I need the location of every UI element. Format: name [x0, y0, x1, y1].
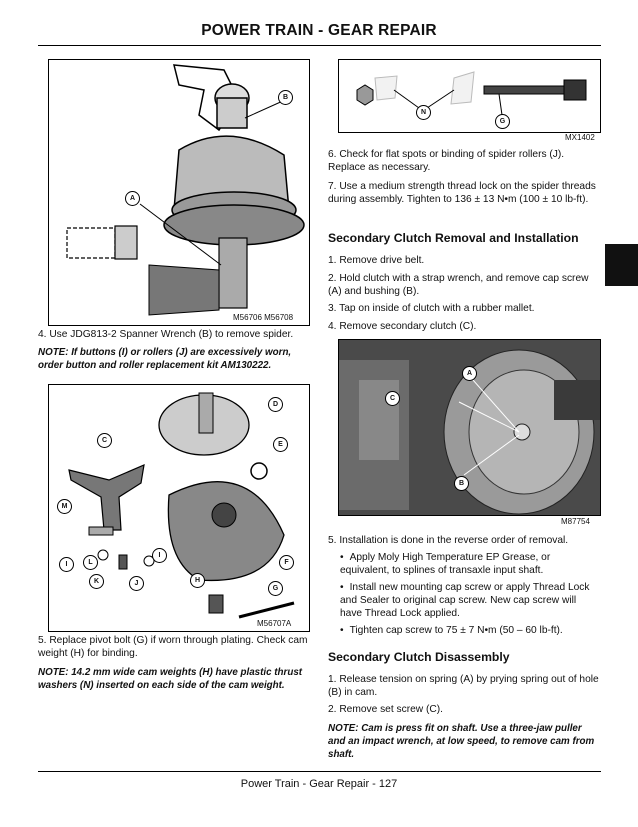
figure-id: MX1402	[565, 133, 595, 142]
step-4: 4. Use JDG813-2 Spanner Wrench (B) to remove spider.	[38, 329, 294, 340]
note-buttons-rollers: NOTE: If buttons (I) or rollers (J) are excessively worn, order button and roller replacement kit AM130222.	[38, 347, 292, 371]
removal-step-1: 1. Remove drive belt.	[328, 255, 425, 266]
step-5-left: 5. Replace pivot bolt (G) if worn through plating. Check cam weight (H) for binding.	[38, 635, 308, 659]
install-step-5: 5. Installation is done in the reverse order of removal.	[328, 535, 569, 546]
section-tab-marker	[605, 244, 638, 286]
figure-washers-bolt-drawing	[339, 60, 600, 132]
callout-g: G	[268, 581, 283, 596]
callout-b: B	[278, 90, 293, 105]
removal-step-2: 2. Hold clutch with a strap wrench, and remove cap screw (A) and bushing (B).	[328, 273, 589, 297]
step-7: 7. Use a medium strength thread lock on the spider threads during assembly. Tighten to 136 ± 13 N•m (100 ± 10 lb-ft).	[328, 181, 596, 205]
callout-e: E	[273, 437, 288, 452]
page-footer: Power Train - Gear Repair - 127	[240, 778, 398, 790]
figure-clutch-parts	[48, 384, 310, 632]
callout-k: K	[89, 574, 104, 589]
page-title: POWER TRAIN - GEAR REPAIR	[201, 22, 437, 39]
disassembly-step-2: 2. Remove set screw (C).	[328, 704, 443, 715]
bullet-cap-screw: • Install new mounting cap screw or apply Thread Lock and Sealer to original cap screw. New cap screw will have Thread Lock applied.	[340, 581, 600, 620]
heading-removal-installation: Secondary Clutch Removal and Installation	[328, 231, 579, 245]
removal-step-3: 3. Tap on inside of clutch with a rubber mallet.	[328, 303, 535, 314]
callout-d: D	[268, 397, 283, 412]
note-cam-weights: NOTE: 14.2 mm wide cam weights (H) have plastic thrust washers (N) inserted on each side of the cam weight.	[38, 667, 303, 691]
header-rule	[38, 45, 601, 46]
callout-i-right: I	[152, 548, 167, 563]
callout-i-left: I	[59, 557, 74, 572]
callout-b: B	[454, 476, 469, 491]
callout-n: N	[416, 105, 431, 120]
bullet-torque: • Tighten cap screw to 75 ± 7 N•m (50 – 60 lb-ft).	[340, 624, 600, 637]
callout-c: C	[97, 433, 112, 448]
removal-step-4: 4. Remove secondary clutch (C).	[328, 321, 477, 332]
callout-c: C	[385, 391, 400, 406]
figure-id: M56706 M56708	[233, 313, 294, 322]
callout-f: F	[279, 555, 294, 570]
figure-spanner-wrench-drawing	[49, 60, 309, 325]
callout-a: A	[462, 366, 477, 381]
figure-id: M56707A	[257, 619, 292, 628]
bullet-grease: • Apply Moly High Temperature EP Grease, or equivalent, to splines of transaxle input shaft.	[340, 551, 600, 577]
callout-g: G	[495, 114, 510, 129]
note-cam-press-fit: NOTE: Cam is press fit on shaft. Use a three-jaw puller and an impact wrench, at low speed, to remove cam from shaft.	[328, 723, 595, 760]
figure-id: M87754	[561, 517, 590, 526]
callout-j: J	[129, 576, 144, 591]
figure-secondary-clutch	[338, 339, 601, 516]
footer-rule	[38, 771, 601, 772]
callout-m: M	[57, 499, 72, 514]
heading-disassembly: Secondary Clutch Disassembly	[328, 650, 510, 664]
disassembly-step-1: 1. Release tension on spring (A) by prying spring out of hole (B) in cam.	[328, 674, 599, 698]
figure-spanner-wrench	[48, 59, 310, 326]
callout-a: A	[125, 191, 140, 206]
step-6: 6. Check for flat spots or binding of spider rollers (J). Replace as necessary.	[328, 149, 565, 173]
callout-h: H	[190, 573, 205, 588]
callout-l: L	[83, 555, 98, 570]
figure-washers-bolt	[338, 59, 601, 133]
